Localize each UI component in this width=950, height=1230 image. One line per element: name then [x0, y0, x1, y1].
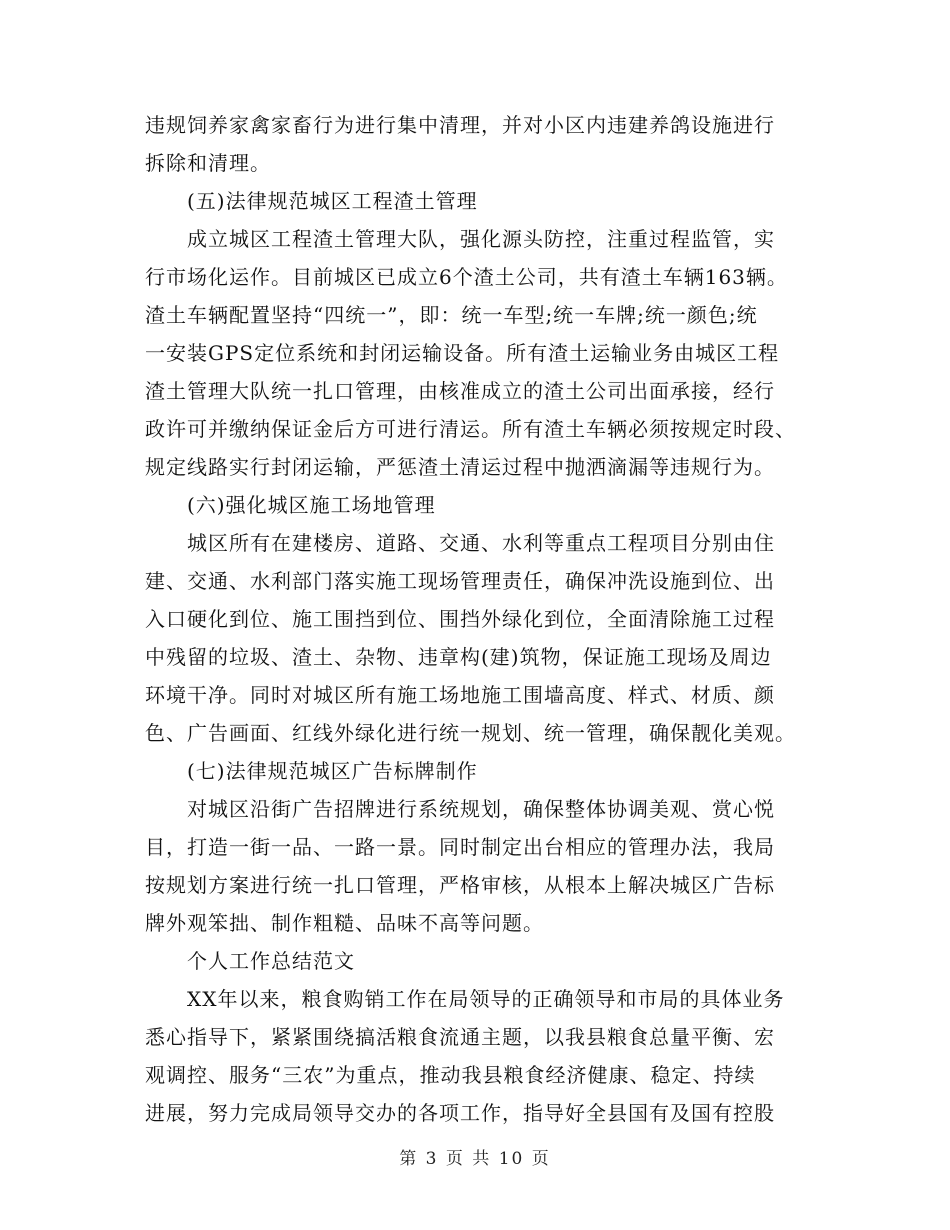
- text-line: 违规饲养家禽家畜行为进行集中清理，并对小区内违建养鸽设施进行: [145, 113, 775, 137]
- text-line: 目，打造一街一品、一路一景。同时制定出台相应的管理办法，我局: [145, 835, 775, 859]
- text-line: 中残留的垃圾、渣土、杂物、违章构(建)筑物，保证施工现场及周边: [145, 645, 772, 669]
- page-number-footer: 第 3 页 共 10 页: [399, 1149, 551, 1169]
- section-heading: (七)法律规范城区广告标牌制作: [187, 759, 478, 783]
- document-body: [145, 106, 805, 1132]
- text-line: 渣土管理大队统一扎口管理，由核准成立的渣土公司出面承接，经行: [145, 379, 775, 403]
- text-line: 进展，努力完成局领导交办的各项工作，指导好全县国有及国有控股: [145, 1101, 775, 1125]
- text-line: XX年以来，粮食购销工作在局领导的正确领导和市局的具体业务: [187, 987, 785, 1011]
- section-heading: (五)法律规范城区工程渣土管理: [187, 189, 478, 213]
- text-line: 一安装GPS定位系统和封闭运输设备。所有渣土运输业务由城区工程: [145, 341, 780, 365]
- section-heading: (六)强化城区施工场地管理: [187, 493, 436, 517]
- text-line: 城区所有在建楼房、道路、交通、水利等重点工程项目分别由住: [187, 531, 775, 555]
- text-line: 色、广告画面、红线外绿化进行统一规划、统一管理，确保靓化美观。: [145, 721, 796, 745]
- text-line: 建、交通、水利部门落实施工现场管理责任，确保冲洗设施到位、出: [145, 569, 775, 593]
- text-line: 对城区沿街广告招牌进行系统规划，确保整体协调美观、赏心悦: [187, 797, 775, 821]
- text-line: 牌外观笨拙、制作粗糙、品味不高等问题。: [145, 911, 544, 935]
- text-line: 政许可并缴纳保证金后方可进行清运。所有渣土车辆必须按规定时段、: [145, 417, 796, 441]
- section-heading: 个人工作总结范文: [187, 949, 355, 973]
- text-line: 行市场化运作。目前城区已成立6个渣土公司，共有渣土车辆163辆。: [145, 265, 788, 289]
- text-line: 成立城区工程渣土管理大队，强化源头防控，注重过程监管，实: [187, 227, 775, 251]
- text-line: 入口硬化到位、施工围挡到位、围挡外绿化到位，全面清除施工过程: [145, 607, 775, 631]
- text-line: 规定线路实行封闭运输，严惩渣土清运过程中抛洒滴漏等违规行为。: [145, 455, 775, 479]
- text-line: 环境干净。同时对城区所有施工场地施工围墙高度、样式、材质、颜: [145, 683, 775, 707]
- text-line: 渣土车辆配置坚持“四统一”，即：统一车型;统一车牌;统一颜色;统: [145, 303, 758, 327]
- text-line: 悉心指导下，紧紧围绕搞活粮食流通主题，以我县粮食总量平衡、宏: [145, 1025, 775, 1049]
- text-line: 观调控、服务“三农”为重点，推动我县粮食经济健康、稳定、持续: [145, 1063, 756, 1087]
- text-line: 按规划方案进行统一扎口管理，严格审核，从根本上解决城区广告标: [145, 873, 775, 897]
- text-line: 拆除和清理。: [145, 151, 271, 175]
